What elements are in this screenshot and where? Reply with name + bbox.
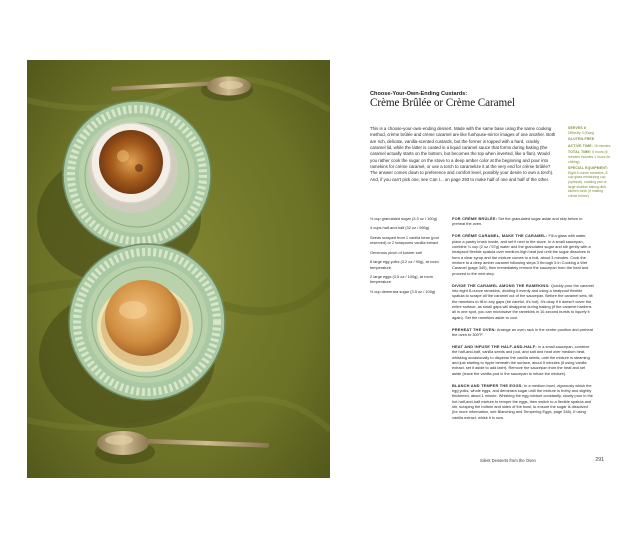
recipe-title: Crème Brûlée or Crème Caramel	[370, 97, 515, 109]
step-preheat-oven: PREHEAT THE OVEN: Arrange an oven rack in the center position and preheat the oven to 300°F.	[452, 326, 593, 337]
step-divide-caramel: DIVIDE THE CARAMEL AMONG THE RAMEKINS: Quickly pour the caramel into eight 6-ounce ramekins, dividing it evenly and using a heatproof flexible spatula to scrape all the caramel out of the saucepan. Before the caramel sets, tilt the ramekins to fill in any gaps (be careful, it's hot). It's okay if it doesn't cover the entire surface, as small gaps will disappear during baking (if the caramel hardens all in one spot, you can microwave the ramekins in 10-second bursts to liquefy it again). Set the ramekins aside to cool.	[452, 282, 594, 320]
method-steps	[452, 216, 594, 427]
ingredient-item: Generous pinch of kosher salt	[370, 249, 422, 255]
step-infuse-half-and-half: HEAT AND INFUSE THE HALF-AND-HALF: In a small saucepan, combine the half-and-half, vanilla seeds and pod, and salt and heat over medium heat, whisking occasionally to disperse the vanilla seeds, until the mixture is steaming and just starting to ripple beneath the surface, about 5 minutes (if using vanilla extract, set it aside to add later). Remove the saucepan from the heat and set aside (leave the vanilla pod in the saucepan to infuse the mixture).	[452, 343, 590, 376]
recipe-intro: This is a choose-your-own-ending dessert. Made with the same base using the same cooking method, crème brûlée and crème caramel are like funhouse-mirror images of one another. Both are rich, delicate, vanilla-scented custards, but the former is topped with a hard, crackly caramel lid, while the latter is coated in a liquid caramel sauce that forms during baking (the caramel actually starts on the bottom, but becomes the top when inverted, like a flan). Would you rather cook the sugar on the stove to a deep amber color at the beginning and pour into ramekins for crème caramel, or use a torch to caramelize it at the very end for crème brûlée? The answer comes down to preference and comfort level, possibly your desire to own a torch). And, if you can't pick one, see Can I... on page 293 to make half of one and half of the other.	[370, 126, 556, 182]
ingredient-item: 2 large eggs (3.5 oz / 100g), at room temperature	[370, 274, 433, 285]
active-time-detail: ACTIVE TIME: 15 minutes	[568, 143, 611, 148]
gluten-free-detail: GLUTEN-FREE	[568, 137, 595, 142]
custards-photo-illustration	[27, 60, 330, 478]
step-make-caramel: FOR CRÈME CARAMEL, MAKE THE CARAMEL: Fill a glass with water, place a pastry brush inside, and set it next to the stove. In a small saucepan, combine ¼ cup (2 oz / 57g) water and the granulated sugar and stir gently with a heatproof flexible spatula over medium-high heat just until the sugar dissolves to form a clear syrup and the mixture comes to a boil, about 3 minutes. Cook the mixture to a deep amber caramel following steps 3 through 5 in Cooking a Wet Caramel (page 340), then immediately remove the saucepan from the heat and proceed to the next step.	[452, 233, 591, 276]
ingredient-item: 4 cups half-and-half (32 oz / 960g)	[370, 225, 430, 231]
ingredient-item: Seeds scraped from 1 vanilla bean (pod reserved) or 2 teaspoons vanilla extract	[370, 234, 439, 246]
serves-detail: SERVES 6 Difficulty 3 (Easy)	[568, 126, 595, 135]
special-equipment-detail: SPECIAL EQUIPMENT: Eight 6-ounce ramekins, 8-cup glass measuring cup (optional), roasting pan or large shallow baking dish, kitchen torch (if making crème brûlée)	[568, 166, 609, 198]
ingredient-item: ½ cup demerara sugar (3.5 oz / 100g)	[370, 288, 436, 294]
recipe-details-sidebar	[568, 126, 612, 200]
step-temper-eggs: BLANCH AND TEMPER THE EGGS: In a medium bowl, vigorously whisk the egg yolks, whole eggs, and demerara sugar until the mixture is frothy and slightly thickened, about 1 minute. Whisking the egg mixture constantly, slowly pour in the hot half-and-half mixture to temper the eggs, then switch to a flexible spatula and stir, scraping the bottom and sides of the bowl, to ensure the sugar is dissolved (for more information, see Blanching and Tempering Eggs, page 346). If using vanilla extract, whisk it in now.	[452, 382, 593, 420]
ingredient-item: 6 large egg yolks (3.2 oz / 90g), at room temperature	[370, 259, 439, 270]
page-number: 291	[595, 457, 604, 463]
step-creme-brulee: FOR CRÈME BRÛLÉE: Set the granulated sugar aside and skip below to preheat the oven.	[452, 216, 583, 227]
ingredient-list	[370, 216, 444, 298]
footer-section-title: Silent Desserts from the Oven	[480, 458, 536, 463]
recipe-photo	[27, 60, 330, 478]
total-time-detail: TOTAL TIME: 6 hours (6 minutes includes 1 hours for chilling)	[568, 150, 611, 164]
recipe-page	[330, 60, 612, 478]
recipe-kicker: Choose-Your-Own-Ending Custards:	[370, 91, 468, 97]
ingredient-item: ½ cup granulated sugar (3.3 oz / 100g)	[370, 216, 438, 221]
